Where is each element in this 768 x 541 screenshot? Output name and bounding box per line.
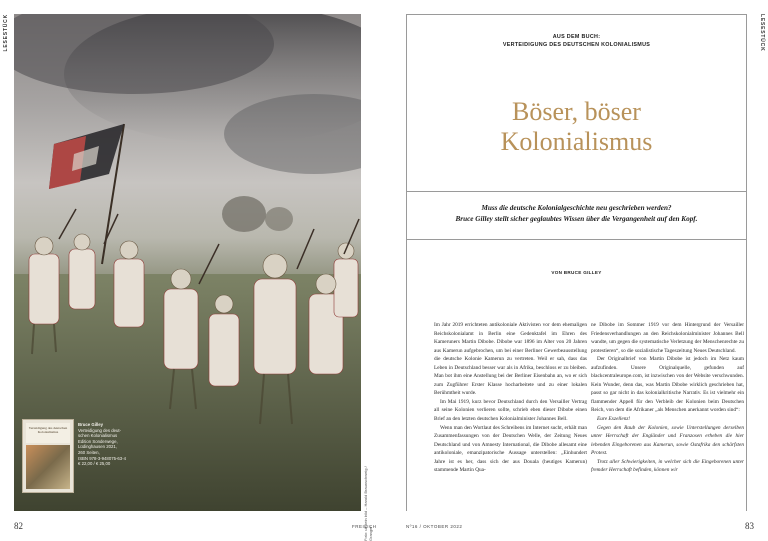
book-author: Bruce Gilley xyxy=(78,422,104,427)
section-tab-left: LESESTÜCK xyxy=(3,14,9,52)
dek-line: Muss die deutsche Kolonialgeschichte neu geschrieben werden? xyxy=(481,204,672,212)
letter-salutation: Eure Exzellenz! xyxy=(597,416,631,423)
book-detail-line: Edition Sonderwege, xyxy=(78,438,118,444)
book-detail-line: € 22,00 / € 25,00 xyxy=(78,461,111,467)
book-detail-line: 260 Seiten, xyxy=(78,449,100,455)
letter-paragraph: Trotz aller Schwierigkeiten, in welcher sich die Eingeborenen unter fremder Herrschaft befinden, können wir xyxy=(591,458,744,474)
byline: VON BRUCE GILLEY xyxy=(551,270,602,275)
page-number-left: 82 xyxy=(14,521,23,531)
section-tab-right: LESESTÜCK xyxy=(759,14,765,52)
letter-paragraph: Gegen den Raub der Kolonien, sowie Unterstellungen derselben unter Herrschaft der Engländer und Franzosen erheben die hier lebenden Eingeborenen aus Kamerun, sowie Ostafrika den schärfsten Protest. xyxy=(591,424,744,457)
dek xyxy=(407,203,746,225)
magazine-name: FREILICH xyxy=(352,524,377,529)
text-column-1 xyxy=(434,321,587,475)
page-number-right: 83 xyxy=(745,521,754,531)
book-info-box xyxy=(22,419,150,511)
dek-line: Bruce Gilley stellt sicher geglaubtes Wissen über die Vergangenheit auf den Kopf. xyxy=(455,215,698,223)
book-detail-line: ISBN 978-3-948075-63-4 xyxy=(78,455,127,461)
book-detail-line: Lüdinghausen 2021, xyxy=(78,444,117,450)
headline-line: Böser, böser xyxy=(512,97,641,126)
paragraph: ne Dibobe im Sommer 1919 vor dem Hintergrund der Versailler Friedensverhandlungen an den Reichskolonialminister Johannes Bell wandte, um gegen die systematische Verletzung der Menschenrechte zu protestieren“, so die sozialistische Tageszeitung Neues Deutschland. xyxy=(591,322,744,354)
issue-info: Nº16 / OKTOBER 2022 xyxy=(406,524,463,529)
headline xyxy=(407,97,746,157)
paragraph: Im Jahr 2019 errichteten antikoloniale Aktivisten vor dem ehemaligen Reichskolonialamt in Berlin eine Gedenktafel im Ehren des Kameruners Martin Dibobe. Dibobe war 1896 im Alter von 20 Jahren aus Kamerun aufgebrochen, um bei einer Berliner Gewerbeausstellung die deutsche Kolonie Kamerun zu vertreten. Weil er sah, dass das Leben in Deutschland besser war als in Afrika, beschloss er zu bleiben. Man bot ihm eine Anstellung bei der Berliner Eisenbahn an, wo er sich zum Zugführer Erster Klasse hocharbeitete und zu einer lokalen Berühmtheit wurde. xyxy=(434,322,587,397)
book-details xyxy=(78,422,150,467)
dek-block xyxy=(406,192,747,240)
text-column-2 xyxy=(591,321,744,475)
title-block xyxy=(406,14,747,192)
kicker xyxy=(407,33,746,49)
photo-credit: Foto: ullstein bild – Harald Braunschweig / Granger xyxy=(363,466,373,541)
kicker-line: VERTEIDIGUNG DES DEUTSCHEN KOLONIALISMUS xyxy=(502,42,651,48)
book-title-line: schen Kolonialismus xyxy=(78,433,118,439)
paragraph: Wenn man den Wortlaut des Schreibens im Internet sucht, erhält man Zusammenfassungen von der Deutschen Welle, der Zeitung Neues Deutschland und von Amnesty International, die Dibobe allesamt eine antikoloniale, emanzipatorische Aussage unterstellen: „Einhundert Jahre ist es her, dass sich der aus Douala (heutiges Kamerun) stammende Martin Qua- xyxy=(434,424,587,474)
article-body xyxy=(406,240,747,511)
book-title-line: Verteidigung des deut- xyxy=(78,427,122,433)
paragraph: Der Originalbrief von Martin Dibobe ist jedoch im Netz kaum aufzufinden. Unsere Originalquelle, gefunden auf blackcentraleurope.com, ist inzwischen von der Website verschwunden. Kein Wunder, denn das, was Martin Dibobe wirklich geschrieben hat, passt so gar nicht in das kolonialkritische Narrativ. Es ist vielmehr ein flammender Appell für den Verbleib der Kolonien beim Deutschen Reich, von dem die Afrikaner „als Menschen anerkannt worden sind“: xyxy=(591,356,744,414)
kicker-line: AUS DEM BUCH: xyxy=(552,34,601,40)
headline-line: Kolonialismus xyxy=(500,127,653,156)
paragraph: Im Mai 1919, kurz bevor Deutschland durch den Versailler Vertrag all seine Kolonien verlieren sollte, schrieb eben dieser Dibobe einen Brief an den letzten deutschen Kolonialminister Johannes Bell. xyxy=(434,398,587,423)
book-cover-title: Verteidigung des deutschen Kolonialismus xyxy=(28,426,68,434)
book-cover-image xyxy=(22,419,74,493)
colonial-troops-photo xyxy=(14,14,361,511)
